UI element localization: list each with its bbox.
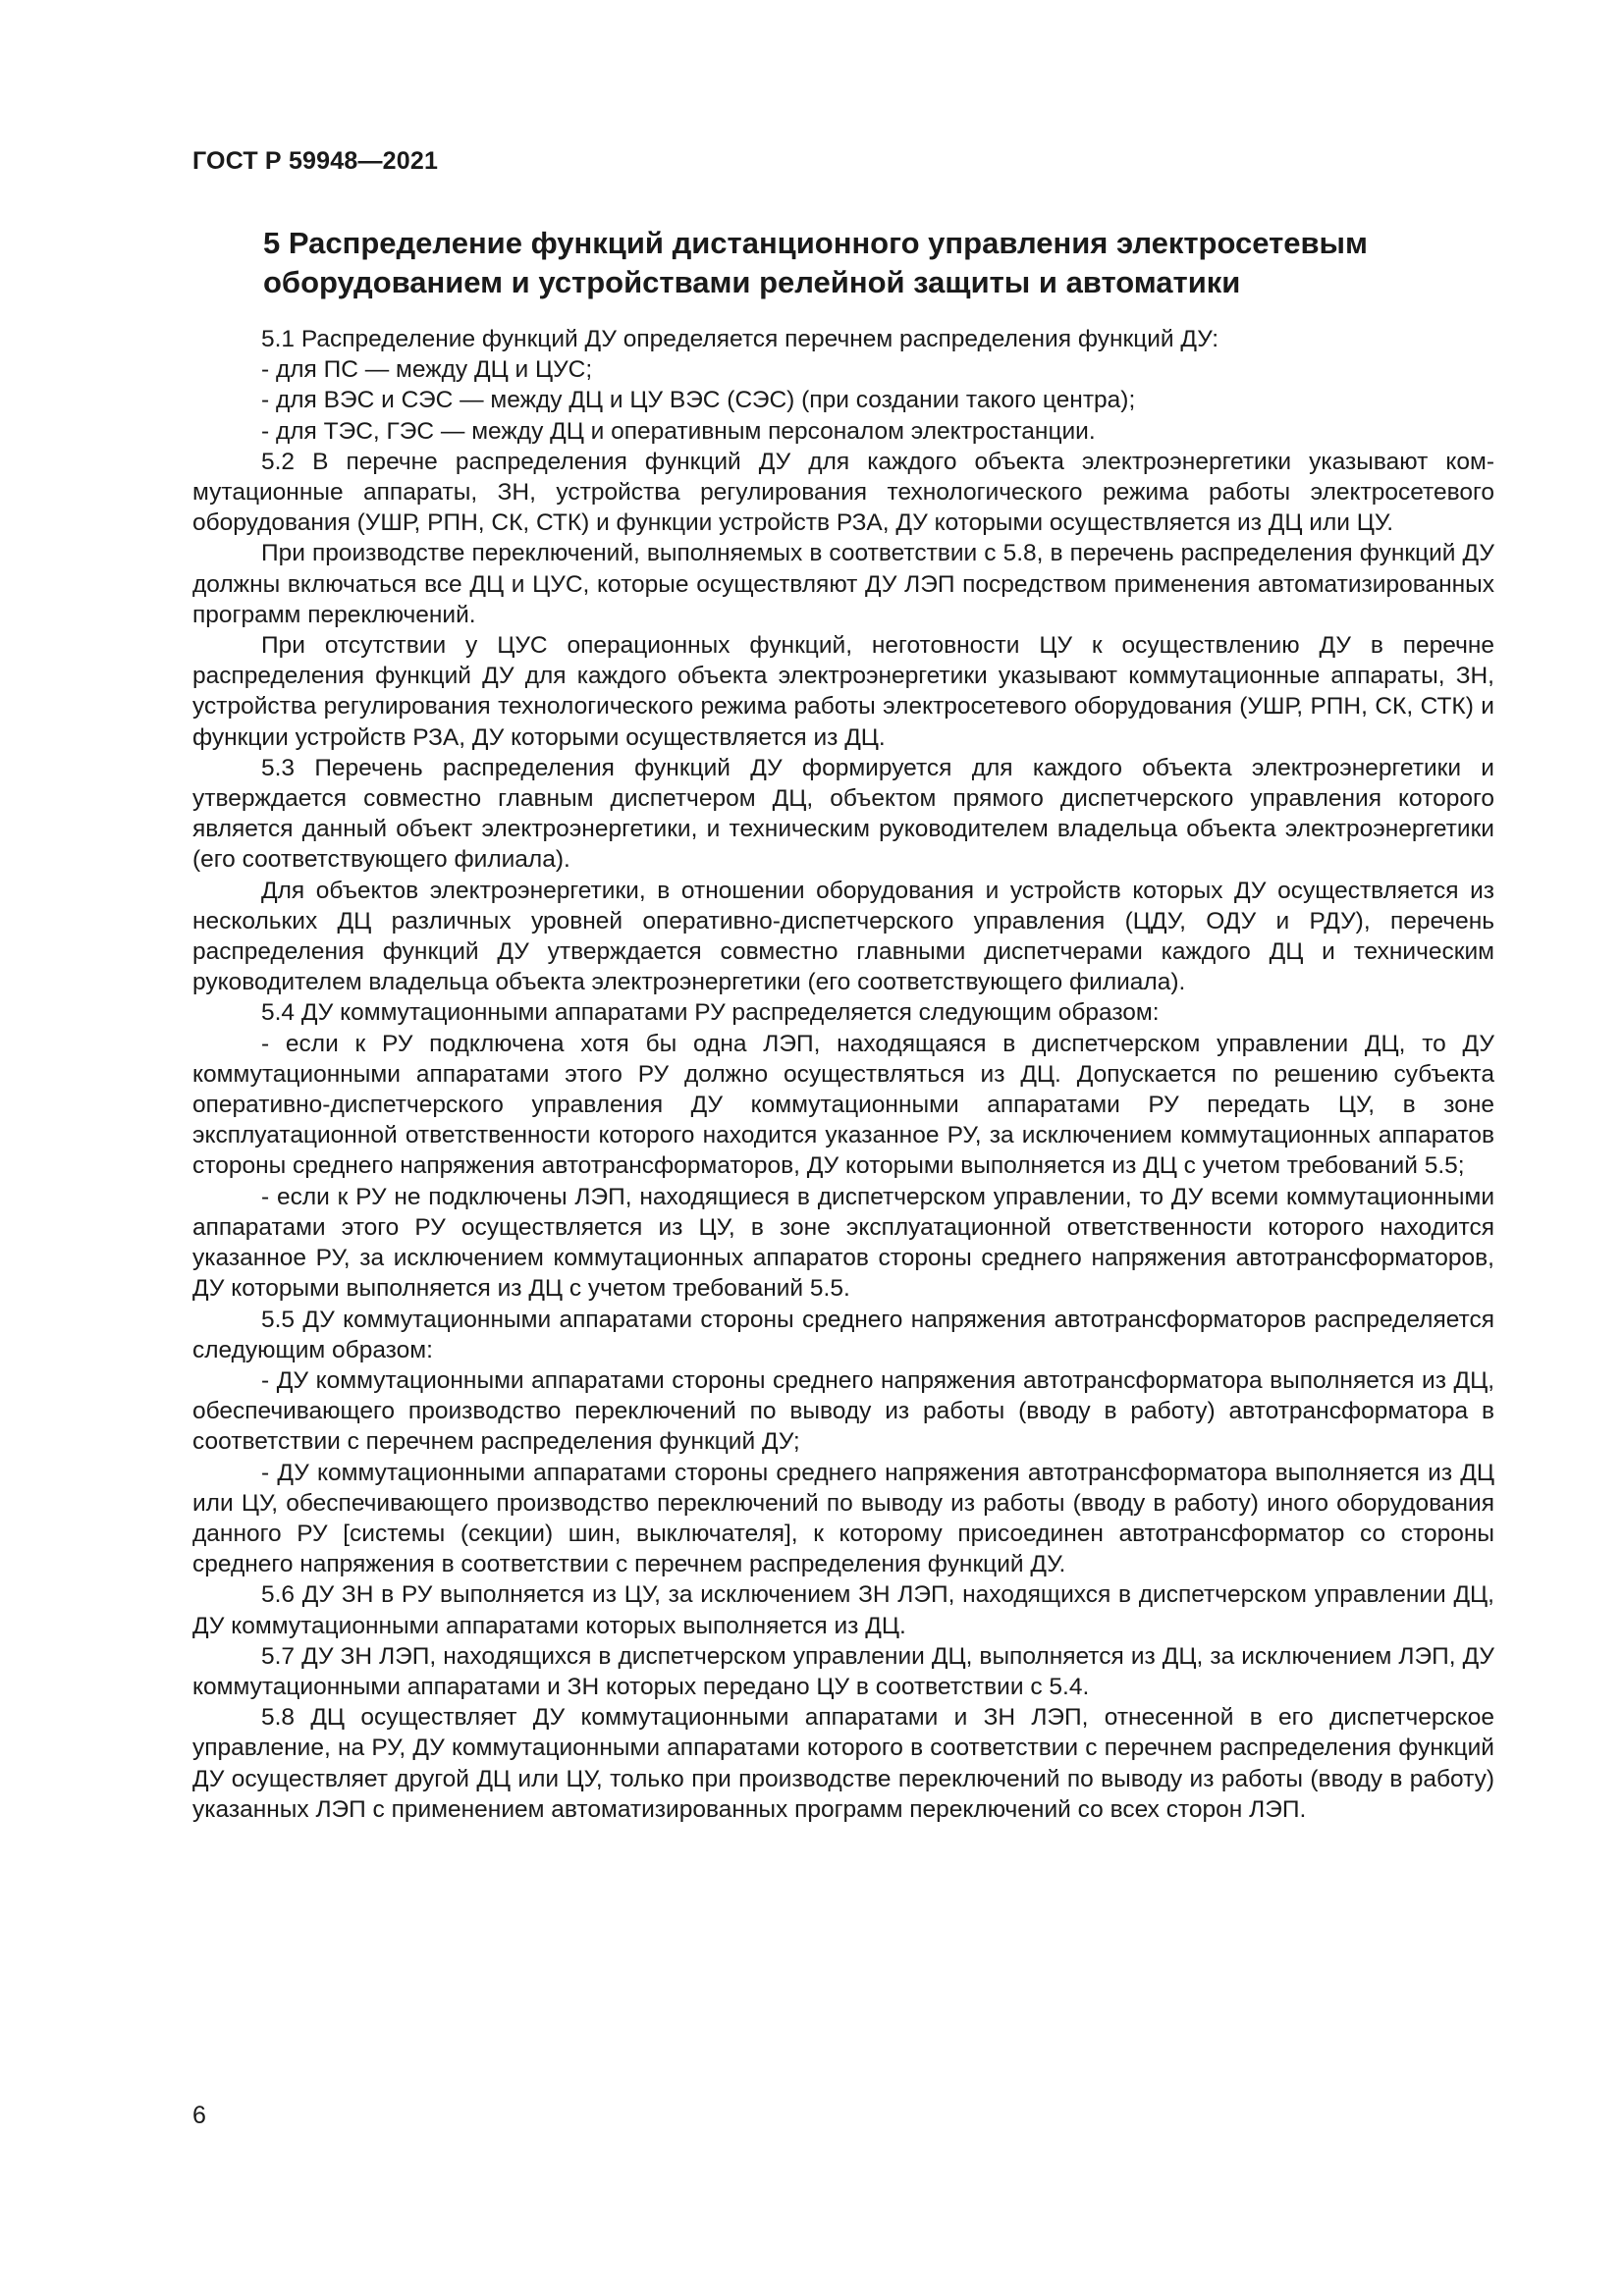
list-item: - для ПС — между ДЦ и ЦУС;: [261, 356, 593, 384]
paragraph-5-2: 5.2 В перечне распределения функций ДУ для каждого объекта электроэнергетики указывают коммутационные аппараты, ЗН, устройства регулирования технологического режима работы электросетевого оборудования (УШР, РПН, СК, СТК) и функции устройств РЗА, ДУ которыми осуществляется из ДЦ или ЦУ.: [192, 448, 1494, 537]
standard-code: ГОСТ Р 59948—2021: [192, 147, 439, 175]
list-item: - если к РУ не подключены ЛЭП, находящиеся в диспетчерском управлении, то ДУ всеми коммутационными аппаратами этого РУ осуществляется из ЦУ, в зоне эксплуатационной ответственности которого находится указанное РУ, за исключением коммутационных аппаратов стороны среднего напряжения автотрансформаторов, ДУ которыми выполняется из ДЦ с учетом требований 5.5.: [192, 1183, 1494, 1303]
list-item: - для ВЭС и СЭС — между ДЦ и ЦУ ВЭС (СЭС) (при создании такого центра);: [261, 387, 1136, 414]
paragraph: Для объектов электроэнергетики, в отношении оборудования и устройств которых ДУ осуществляется из нескольких ДЦ различных уровней оперативно-диспетчерского управления (ЦДУ, ОДУ и РДУ), перечень распределения функций ДУ утверждается совместно главными диспетчерами каждого ДЦ и техническим руководителем владельца объекта электроэнергетики (его соответствующего филиала).: [192, 877, 1494, 996]
paragraph-5-7: 5.7 ДУ ЗН ЛЭП, находящихся в диспетчерском управлении ДЦ, выполняется из ДЦ, за исключением ЛЭП, ДУ коммутационными аппаратами и ЗН которых передано ЦУ в соответствии с 5.4.: [192, 1642, 1494, 1700]
paragraph: При производстве переключений, выполняемых в соответствии с 5.8, в перечень распределения функций ДУ должны включаться все ДЦ и ЦУС, которые осуществляют ДУ ЛЭП посредством применения автоматизированных программ переключений.: [192, 540, 1494, 628]
paragraph-5-1: 5.1 Распределение функций ДУ определяется перечнем распределения функций ДУ:: [261, 326, 1219, 352]
paragraph-5-8: 5.8 ДЦ осуществляет ДУ коммутационными аппаратами и ЗН ЛЭП, отнесенной в его диспетчерское управление, на РУ, ДУ коммутационными аппаратами которого в соответствии с перечнем распределения функций ДУ осуществляет другой ДЦ или ЦУ, только при производстве переключений по выводу из работы (вводу в работу) указанных ЛЭП с применением автоматизированных программ переключений со всех сторон ЛЭП.: [192, 1704, 1494, 1823]
paragraph-5-4: 5.4 ДУ коммутационными аппаратами РУ распределяется следующим образом:: [261, 999, 1160, 1027]
paragraph-5-6: 5.6 ДУ ЗН в РУ выполняется из ЦУ, за исключением ЗН ЛЭП, находящихся в диспетчерском управлении ДЦ, ДУ коммутационными аппаратами которых выполняется из ДЦ.: [192, 1581, 1494, 1639]
paragraph-5-5: 5.5 ДУ коммутационными аппаратами стороны среднего напряжения автотрансформаторов распределяется следующим образом:: [192, 1306, 1494, 1363]
paragraph: При отсутствии у ЦУС операционных функций, неготовности ЦУ к осуществлению ДУ в перечне распределения функций ДУ для каждого объекта электроэнергетики указывают коммутационные аппараты, ЗН, устройства регулирования технологического режима работы электросетевого оборудования (УШР, РПН, СК, СТК) и функции устройств РЗА, ДУ которыми осуществляется из ДЦ.: [192, 632, 1494, 751]
list-item: - ДУ коммутационными аппаратами стороны среднего напряжения автотрансформатора выполняется из ДЦ или ЦУ, обеспечивающего производство переключений по выводу из работы (вводу в работу) иного оборудования данного РУ [системы (секции) шин, выключателя], к которому присоединен автотрансформатор со стороны среднего напряжения в соответствии с перечнем распределения функций ДУ.: [192, 1459, 1494, 1578]
section-title: 5 Распределение функций дистанционного управления электросетевым оборудованием и устройствами релейной защиты и автоматики: [263, 226, 1368, 299]
list-item: - для ТЭС, ГЭС — между ДЦ и оперативным персоналом электростанции.: [261, 417, 1096, 445]
section-body: [192, 324, 1494, 1825]
list-item: - если к РУ подключена хотя бы одна ЛЭП, находящаяся в диспетчерском управлении ДЦ, то ДУ коммутационными аппаратами этого РУ должно осуществляться из ДЦ. Допускается по решению субъекта оперативно-диспетчерского управления ДУ коммутационными аппаратами РУ передать ЦУ, в зоне эксплуатационной ответственности которого находится указанное РУ, за исключением коммутационных аппаратов стороны среднего напряжения автотрансформаторов, ДУ которыми выполняется из ДЦ с учетом требований 5.5;: [192, 1030, 1494, 1180]
list-item: - ДУ коммутационными аппаратами стороны среднего напряжения автотрансформатора выполняется из ДЦ, обеспечивающего производство переключений по выводу из работы (вводу в работу) автотрансформатора в соответствии с перечнем распределения функций ДУ;: [192, 1366, 1494, 1456]
paragraph-5-3: 5.3 Перечень распределения функций ДУ формируется для каждого объекта электроэнергетики и утверждается совместно главным диспетчером ДЦ, объектом прямого диспетчерского управления которого является данный объект электроэнергетики, и техническим руководителем владельца объекта электроэнергетики (его соответствующего филиала).: [192, 754, 1494, 874]
page-number: 6: [192, 2102, 206, 2129]
